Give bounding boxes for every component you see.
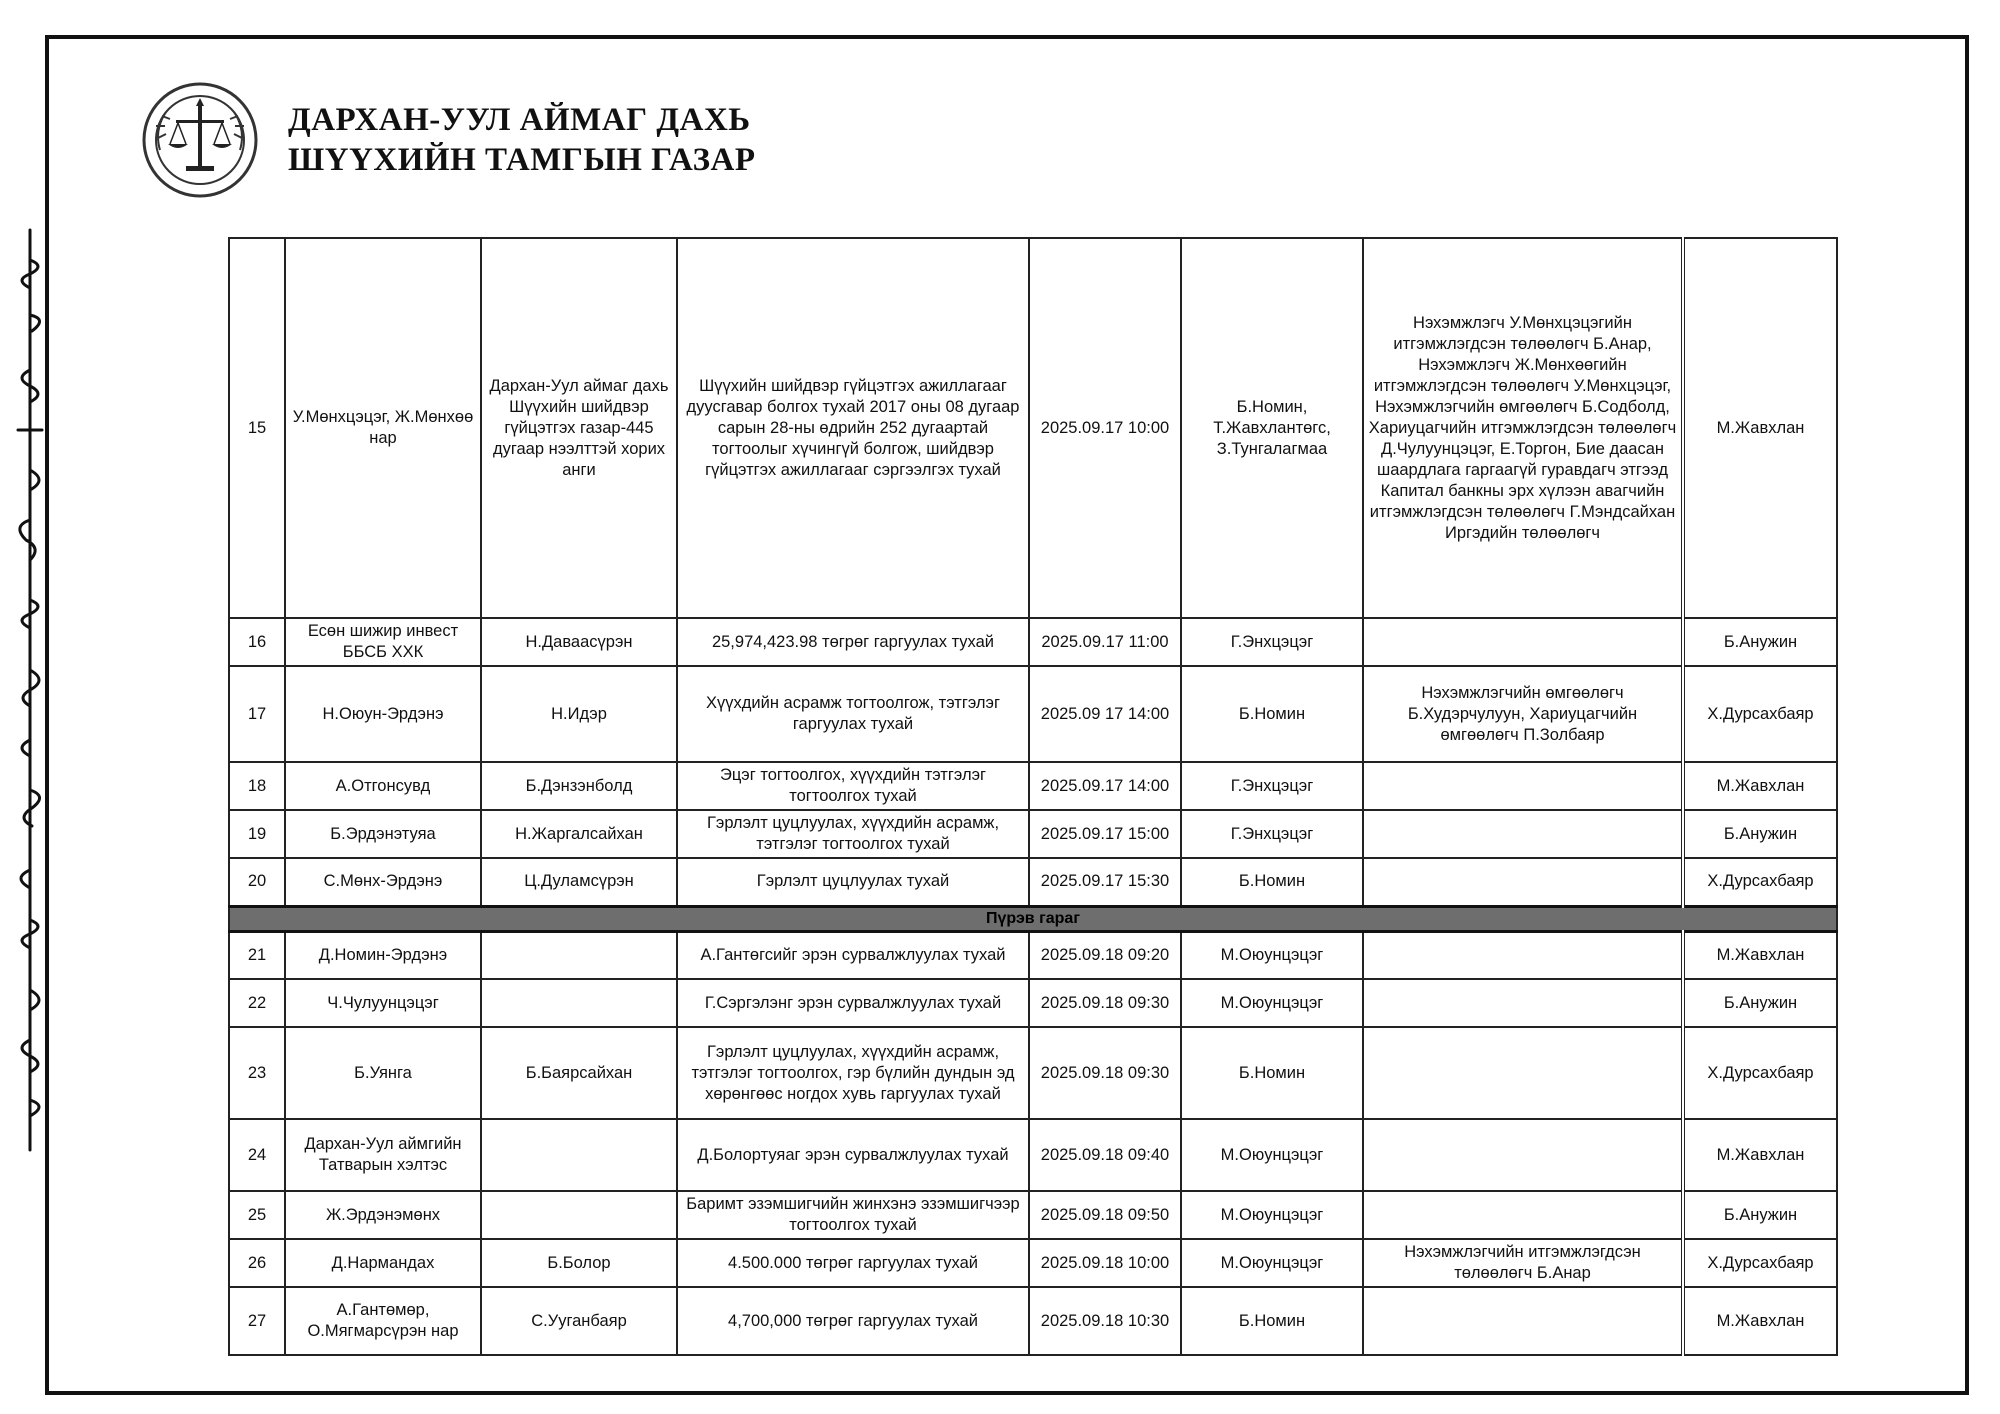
cell-secretary: М.Жавхлан <box>1683 931 1837 979</box>
cell-plaintiff: Ч.Чулуунцэцэг <box>285 979 481 1027</box>
cell-secretary: М.Жавхлан <box>1683 238 1837 618</box>
cell-claim: Шүүхийн шийдвэр гүйцэтгэх ажиллагааг дуусгавар болгох тухай 2017 оны 08 дугаар сарын 28-ны өдрийн 252 дугаартай тогтоолыг хүчингүй болгож, шийдвэр гүйцэтгэх ажиллагааг сэргээлгэх тухай <box>677 238 1029 618</box>
cell-datetime: 2025.09.17 10:00 <box>1029 238 1181 618</box>
cell-judge: М.Оюунцэцэг <box>1181 1239 1363 1287</box>
table-row <box>229 931 1837 979</box>
cell-defendant: Б.Дэнзэнболд <box>481 762 677 810</box>
cell-claim: Гэрлэлт цуцлуулах, хүүхдийн асрамж, тэтгэлэг тогтоолгох, гэр бүлийн дундын эд хөрөнгөөс ногдох хувь гаргуулах тухай <box>677 1027 1029 1119</box>
cell-datetime: 2025.09 17 14:00 <box>1029 666 1181 762</box>
cell-claim: Эцэг тогтоолгох, хүүхдийн тэтгэлэг тогтоолгох тухай <box>677 762 1029 810</box>
cell-plaintiff: Дархан-Уул аймгийн Татварын хэлтэс <box>285 1119 481 1191</box>
cell-secretary: Б.Анужин <box>1683 1191 1837 1239</box>
cell-datetime: 2025.09.17 14:00 <box>1029 762 1181 810</box>
cell-claim: 4,700,000 төгрөг гаргуулах тухай <box>677 1287 1029 1355</box>
table-row <box>229 1027 1837 1119</box>
cell-no: 19 <box>229 810 285 858</box>
cell-plaintiff: Н.Оюун-Эрдэнэ <box>285 666 481 762</box>
table-row <box>229 666 1837 762</box>
cell-participants <box>1363 1119 1683 1191</box>
table-row <box>229 618 1837 666</box>
cell-claim: Гэрлэлт цуцлуулах, хүүхдийн асрамж, тэтгэлэг тогтоолгох тухай <box>677 810 1029 858</box>
cell-datetime: 2025.09.17 15:00 <box>1029 810 1181 858</box>
table-row <box>229 1119 1837 1191</box>
cell-defendant <box>481 931 677 979</box>
cell-judge: Б.Номин, Т.Жавхлантөгс, З.Тунгалагмаа <box>1181 238 1363 618</box>
cell-claim: 4.500.000 төгрөг гаргуулах тухай <box>677 1239 1029 1287</box>
cell-participants: Нэхэмжлэгчийн өмгөөлөгч Б.Худэрчулуун, Хариуцагчийн өмгөөлөгч П.Золбаяр <box>1363 666 1683 762</box>
cell-defendant <box>481 1119 677 1191</box>
cell-participants <box>1363 1027 1683 1119</box>
cell-no: 15 <box>229 238 285 618</box>
cell-no: 25 <box>229 1191 285 1239</box>
cell-judge: Б.Номин <box>1181 858 1363 906</box>
cell-datetime: 2025.09.18 09:30 <box>1029 979 1181 1027</box>
org-title-line2: ШҮҮХИЙН ТАМГЫН ГАЗАР <box>288 142 756 178</box>
cell-secretary: М.Жавхлан <box>1683 762 1837 810</box>
cell-claim: А.Гантөгсийг эрэн сурвалжлуулах тухай <box>677 931 1029 979</box>
org-title-line1: ДАРХАН-УУЛ АЙМАГ ДАХЬ <box>288 102 751 138</box>
cell-defendant: Н.Идэр <box>481 666 677 762</box>
cell-datetime: 2025.09.18 09:20 <box>1029 931 1181 979</box>
document-header <box>140 75 755 205</box>
cell-judge: М.Оюунцэцэг <box>1181 1191 1363 1239</box>
cell-secretary: Х.Дурсахбаяр <box>1683 1027 1837 1119</box>
cell-plaintiff: Б.Эрдэнэтуяа <box>285 810 481 858</box>
cell-claim: Д.Болортуяаг эрэн сурвалжлуулах тухай <box>677 1119 1029 1191</box>
cell-plaintiff: С.Мөнх-Эрдэнэ <box>285 858 481 906</box>
table-row <box>229 238 1837 618</box>
cell-participants <box>1363 1287 1683 1355</box>
cell-datetime: 2025.09.18 09:40 <box>1029 1119 1181 1191</box>
cell-datetime: 2025.09.18 10:00 <box>1029 1239 1181 1287</box>
cell-defendant: Дархан-Уул аймаг дахь Шүүхийн шийдвэр гүйцэтгэх газар-445 дугаар нээлттэй хорих анги <box>481 238 677 618</box>
cell-secretary: Х.Дурсахбаяр <box>1683 666 1837 762</box>
cell-claim: Баримт эзэмшигчийн жинхэнэ эзэмшигчээр тогтоолгох тухай <box>677 1191 1029 1239</box>
cell-plaintiff: А.Гантөмөр, О.Мягмарсүрэн нар <box>285 1287 481 1355</box>
cell-secretary: Б.Анужин <box>1683 810 1837 858</box>
cell-no: 27 <box>229 1287 285 1355</box>
cell-judge: М.Оюунцэцэг <box>1181 979 1363 1027</box>
day-divider-label: Пүрэв гараг <box>229 906 1837 931</box>
cell-judge: Г.Энхцэцэг <box>1181 762 1363 810</box>
cell-judge: Г.Энхцэцэг <box>1181 618 1363 666</box>
cell-judge: Б.Номин <box>1181 666 1363 762</box>
cell-claim: Г.Сэргэлэнг эрэн сурвалжлуулах тухай <box>677 979 1029 1027</box>
cell-participants <box>1363 931 1683 979</box>
cell-participants <box>1363 1191 1683 1239</box>
cell-plaintiff: У.Мөнхцэцэг, Ж.Мөнхөө нар <box>285 238 481 618</box>
cell-defendant: Н.Жаргалсайхан <box>481 810 677 858</box>
cell-no: 16 <box>229 618 285 666</box>
cell-no: 17 <box>229 666 285 762</box>
table-row <box>229 1239 1837 1287</box>
cell-defendant: Ц.Дуламсүрэн <box>481 858 677 906</box>
cell-participants <box>1363 762 1683 810</box>
cell-judge: Г.Энхцэцэг <box>1181 810 1363 858</box>
cell-judge: М.Оюунцэцэг <box>1181 931 1363 979</box>
cell-defendant: Б.Болор <box>481 1239 677 1287</box>
cell-datetime: 2025.09.17 15:30 <box>1029 858 1181 906</box>
table-row <box>229 1287 1837 1355</box>
cell-judge: М.Оюунцэцэг <box>1181 1119 1363 1191</box>
cell-secretary: Х.Дурсахбаяр <box>1683 1239 1837 1287</box>
day-divider-row <box>229 906 1837 931</box>
cell-no: 21 <box>229 931 285 979</box>
hearing-schedule-table <box>228 237 1838 1356</box>
cell-defendant: С.Ууганбаяр <box>481 1287 677 1355</box>
cell-participants: Нэхэмжлэгч У.Мөнхцэцэгийн итгэмжлэгдсэн төлөөлөгч Б.Анар, Нэхэмжлэгч Ж.Мөнхөөгийн итгэмжлэгдсэн төлөөлөгч У.Мөнхцэцэг, Нэхэмжлэгчийн өмгөөлөгч Б.Содболд, Хариуцагчийн итгэмжлэгдсэн төлөөлөгч Д.Чулуунцэцэг, Е.Торгон, Бие даасан шаардлага гаргаагүй гуравдагч этгээд Капитал банкны эрх хүлээн авагчийн итгэмжлэгдсэн төлөөлөгч Г.Мэндсайхан Иргэдийн төлөөлөгч <box>1363 238 1683 618</box>
cell-claim: Хүүхдийн асрамж тогтоолгож, тэтгэлэг гаргуулах тухай <box>677 666 1029 762</box>
cell-defendant: Н.Даваасүрэн <box>481 618 677 666</box>
cell-plaintiff: Ж.Эрдэнэмөнх <box>285 1191 481 1239</box>
table-row <box>229 979 1837 1027</box>
cell-plaintiff: А.Отгонсувд <box>285 762 481 810</box>
cell-secretary: Х.Дурсахбаяр <box>1683 858 1837 906</box>
cell-no: 23 <box>229 1027 285 1119</box>
cell-participants <box>1363 979 1683 1027</box>
cell-plaintiff: Б.Уянга <box>285 1027 481 1119</box>
cell-no: 18 <box>229 762 285 810</box>
table-row <box>229 858 1837 906</box>
cell-defendant <box>481 1191 677 1239</box>
cell-participants <box>1363 858 1683 906</box>
table-row <box>229 1191 1837 1239</box>
cell-plaintiff: Д.Номин-Эрдэнэ <box>285 931 481 979</box>
cell-datetime: 2025.09.18 10:30 <box>1029 1287 1181 1355</box>
court-emblem-icon <box>140 80 260 200</box>
cell-datetime: 2025.09.18 09:50 <box>1029 1191 1181 1239</box>
cell-participants <box>1363 618 1683 666</box>
cell-judge: Б.Номин <box>1181 1287 1363 1355</box>
cell-plaintiff: Есөн шижир инвест ББСБ ХХК <box>285 618 481 666</box>
cell-claim: 25,974,423.98 төгрөг гаргуулах тухай <box>677 618 1029 666</box>
cell-defendant <box>481 979 677 1027</box>
cell-secretary: М.Жавхлан <box>1683 1119 1837 1191</box>
table-row <box>229 762 1837 810</box>
mongolian-script-ornament <box>0 220 60 1160</box>
cell-claim: Гэрлэлт цуцлуулах тухай <box>677 858 1029 906</box>
cell-participants <box>1363 810 1683 858</box>
cell-participants: Нэхэмжлэгчийн итгэмжлэгдсэн төлөөлөгч Б.Анар <box>1363 1239 1683 1287</box>
cell-secretary: М.Жавхлан <box>1683 1287 1837 1355</box>
cell-no: 22 <box>229 979 285 1027</box>
cell-defendant: Б.Баярсайхан <box>481 1027 677 1119</box>
table-row <box>229 810 1837 858</box>
cell-datetime: 2025.09.18 09:30 <box>1029 1027 1181 1119</box>
cell-no: 26 <box>229 1239 285 1287</box>
cell-no: 24 <box>229 1119 285 1191</box>
cell-secretary: Б.Анужин <box>1683 618 1837 666</box>
cell-plaintiff: Д.Нармандах <box>285 1239 481 1287</box>
cell-datetime: 2025.09.17 11:00 <box>1029 618 1181 666</box>
cell-no: 20 <box>229 858 285 906</box>
cell-judge: Б.Номин <box>1181 1027 1363 1119</box>
cell-secretary: Б.Анужин <box>1683 979 1837 1027</box>
